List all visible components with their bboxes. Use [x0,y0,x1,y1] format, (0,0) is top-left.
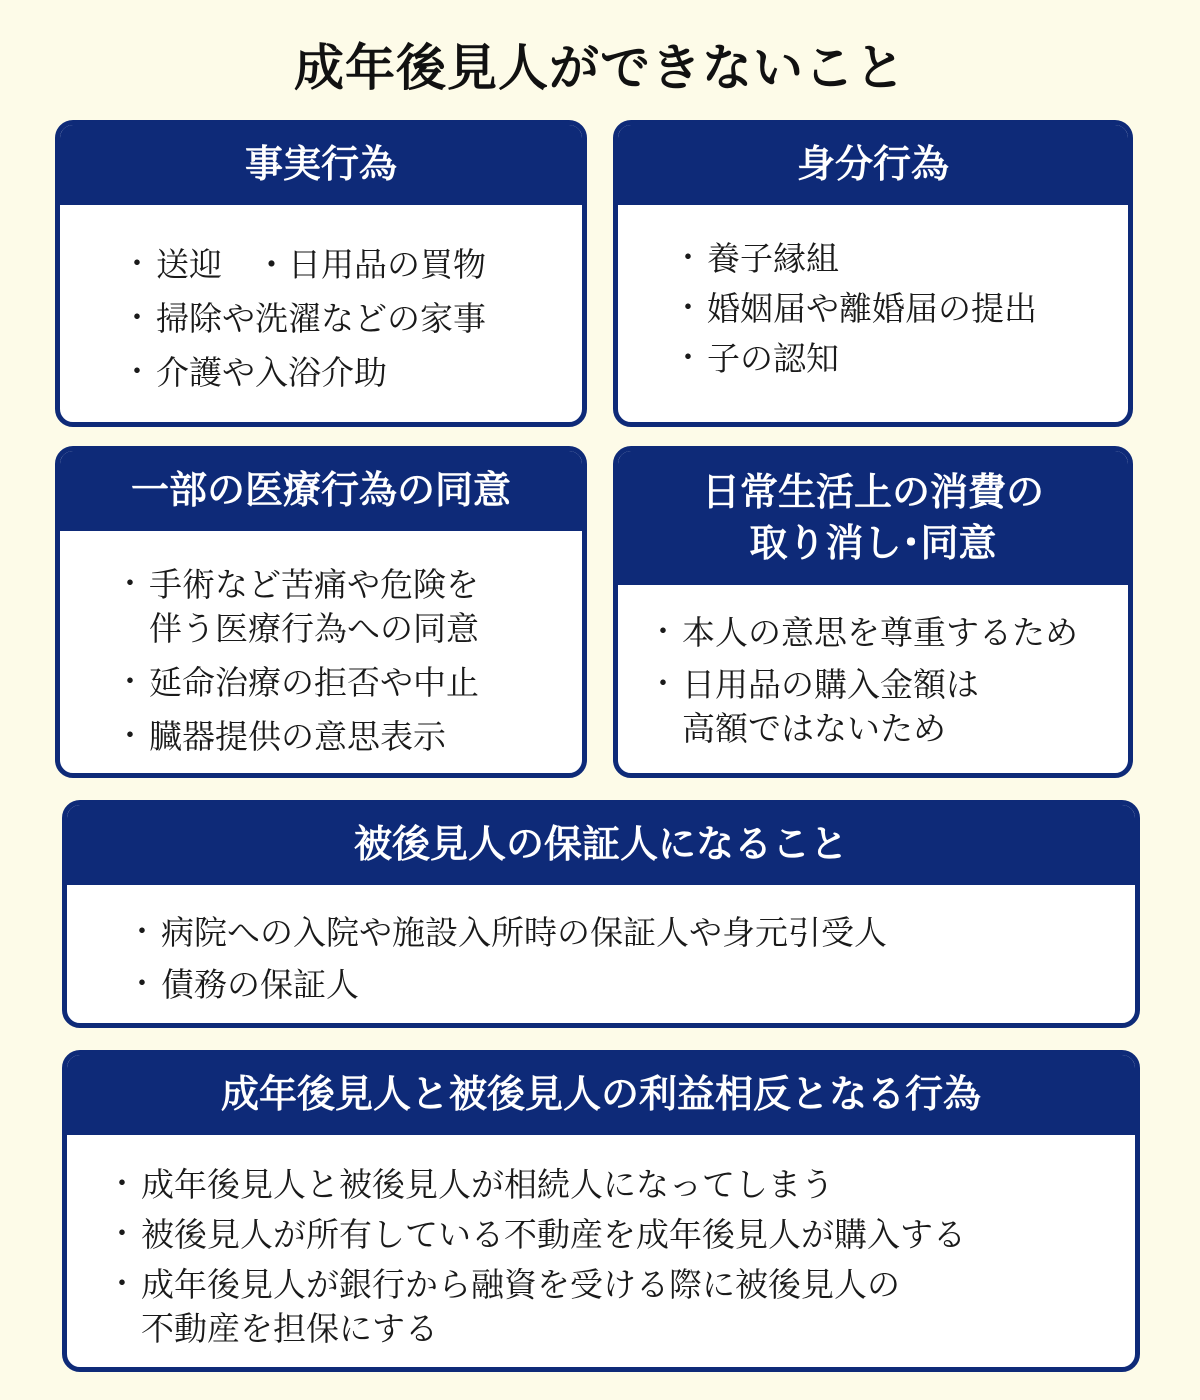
list-item [115,661,582,705]
bullet-mark: ・ [673,341,703,376]
list-item [127,911,1135,955]
card-header: 被後見人の保証人になること [67,805,1135,885]
card-daily-consumption [613,446,1133,778]
list-item-text: 子の認知 [707,339,839,378]
list-item-text: 送迎 ・日用品の買物 [156,245,486,284]
list-item [122,243,582,287]
list-item-text: 養子縁組 [707,239,839,278]
list-item [122,351,582,395]
list-item [107,1263,1135,1351]
list-item-text: 介護や入浴介助 [156,353,387,392]
card-body [60,531,582,759]
list-item-text: 債務の保証人 [161,965,359,1004]
bullet-mark: ・ [122,355,152,390]
list-item [115,715,582,759]
card-header: 一部の医療行為の同意 [60,451,582,531]
card-factual-acts [55,120,587,427]
bullet-mark: ・ [127,915,157,950]
list-item-text: 本人の意思を尊重するため [682,613,1078,652]
card-conflict-of-interest [62,1050,1140,1372]
bullet-mark: ・ [127,967,157,1002]
list-item-text: 成年後見人と被後見人が相続人になってしまう [141,1165,834,1204]
list-item [673,237,1128,281]
bullet-mark: ・ [115,665,145,700]
list-item [122,297,582,341]
list-item [127,963,1135,1007]
card-header: 事実行為 [60,125,582,205]
card-medical-consent [55,446,587,778]
list-item-text: 成年後見人が銀行から融資を受ける際に被後見人の 不動産を担保にする [141,1265,900,1348]
list-item [648,611,1128,655]
page-title: 成年後見人ができないこと [294,39,906,97]
list-item-text: 手術など苦痛や危険を 伴う医療行為への同意 [149,565,479,648]
list-item [673,287,1128,331]
bullet-mark: ・ [107,1167,137,1202]
card-guarantor [62,800,1140,1028]
card-header: 身分行為 [618,125,1128,205]
card-body [67,1135,1135,1351]
list-item-text: 婚姻届や離婚届の提出 [707,289,1037,328]
list-item [107,1213,1135,1257]
bullet-mark: ・ [648,667,678,702]
bullet-mark: ・ [107,1267,137,1302]
list-item-text: 延命治療の拒否や中止 [149,663,479,702]
bullet-mark: ・ [107,1217,137,1252]
list-item [115,563,582,651]
bullet-mark: ・ [122,247,152,282]
bullet-mark: ・ [673,241,703,276]
bullet-mark: ・ [648,615,678,650]
bullet-mark: ・ [115,719,145,754]
card-body [67,885,1135,1007]
bullet-mark: ・ [673,291,703,326]
card-status-acts [613,120,1133,427]
card-header: 成年後見人と被後見人の利益相反となる行為 [67,1055,1135,1135]
list-item-text: 病院への入院や施設入所時の保証人や身元引受人 [161,913,887,952]
list-item-text: 日用品の購入金額は 高額ではないため [682,665,979,748]
bullet-mark: ・ [115,567,145,602]
list-item [673,337,1128,381]
card-header: 日常生活上の消費の 取り消し･同意 [618,451,1128,585]
list-item [648,663,1128,751]
card-body [618,205,1128,381]
list-item-text: 被後見人が所有している不動産を成年後見人が購入する [141,1215,966,1254]
bullet-mark: ・ [122,301,152,336]
card-body [618,585,1128,751]
card-body [60,205,582,395]
list-item-text: 掃除や洗濯などの家事 [156,299,486,338]
list-item [107,1163,1135,1207]
list-item-text: 臓器提供の意思表示 [149,717,446,756]
